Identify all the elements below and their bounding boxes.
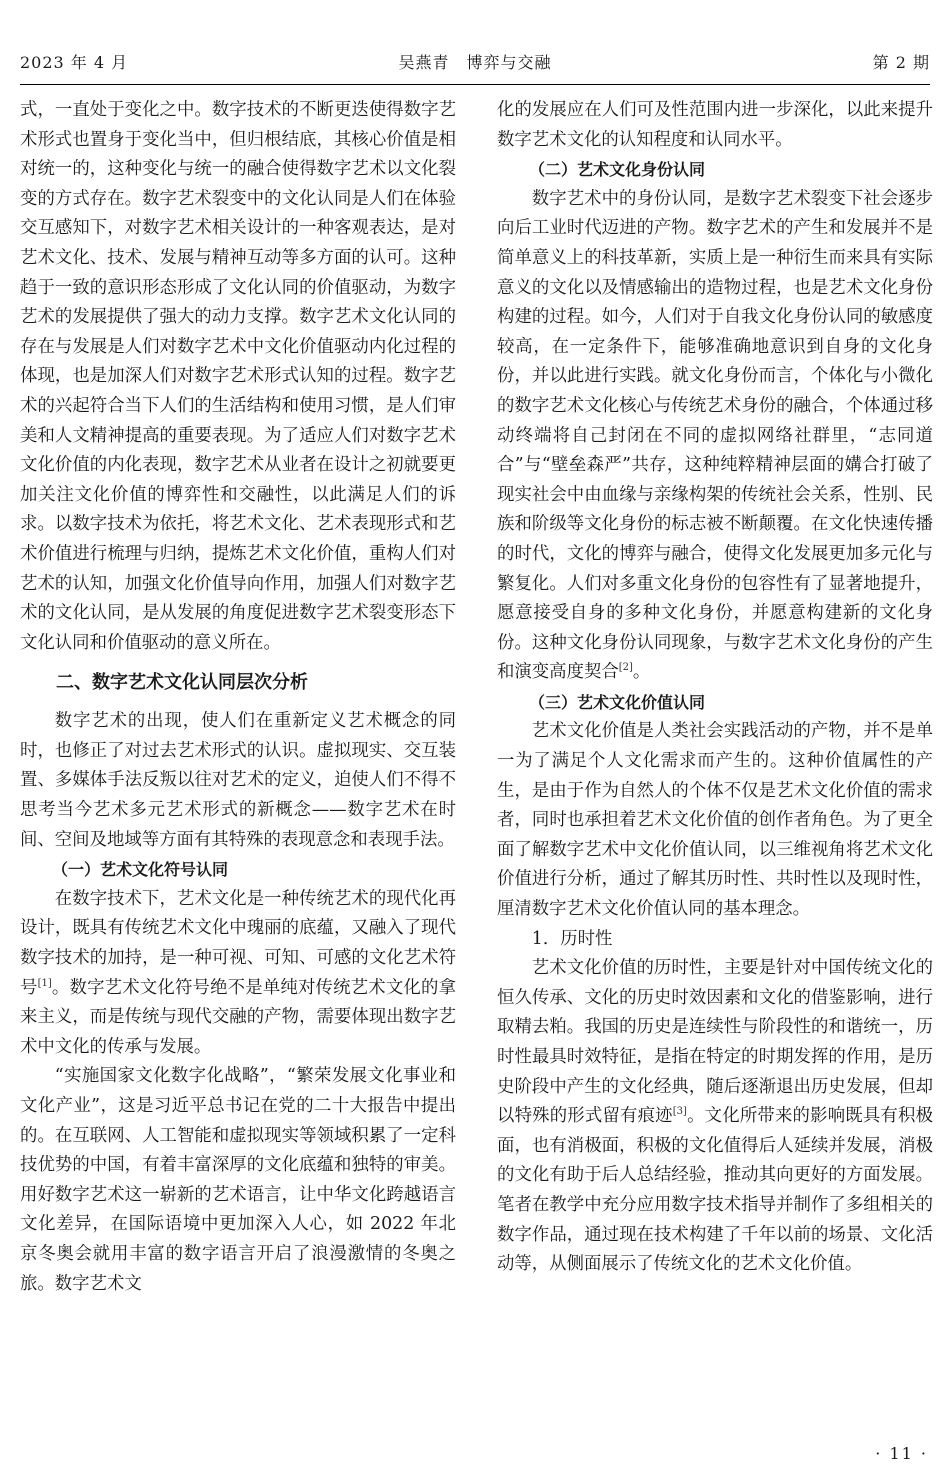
running-header: [20, 44, 930, 85]
header-date: 2023 年 4 月: [20, 53, 129, 72]
citation-ref[interactable]: [3]: [672, 1106, 687, 1118]
paragraph: 在数字技术下，艺术文化是一种传统艺术的现代化再设计，既具有传统艺术文化中瑰丽的底蕴，又融入了现代数字技术的加持，是一种可视、可知、可感的文化艺术符号[1]。数字艺术文化符号绝不是单纯对传统艺术文化的拿来主义，而是传统与现代交融的产物，需要体现出数字艺术中文化的传承与发展。: [20, 888, 456, 1057]
left-column: [20, 96, 456, 1299]
citation-ref[interactable]: [1]: [37, 977, 52, 989]
header-title: 吴燕青 博弈与交融: [398, 53, 552, 72]
page-number: · 11 ·: [875, 1444, 928, 1463]
citation-ref[interactable]: [2]: [618, 662, 633, 674]
list-item-heading: 1．历时性: [531, 928, 613, 949]
subsection-heading: （一）艺术文化符号认同: [52, 860, 229, 880]
subsection-heading: （三）艺术文化价值认同: [529, 692, 706, 712]
right-column: [497, 96, 933, 1280]
paragraph: 化的发展应在人们可及性范围内进一步深化，以此来提升数字艺术文化的认知程度和认同水平。: [497, 100, 933, 150]
section-heading: 二、数字艺术文化认同层次分析: [56, 672, 308, 694]
paragraph: 数字艺术中的身份认同，是数字艺术裂变下社会逐步向后工业时代迈进的产物。数字艺术的产生和发展并不是简单意义上的科技革新，实质上是一种衍生而来具有实际意义的文化以及情感输出的造物过程，也是艺术文化身份构建的过程。如今，人们对于自我文化身份认同的敏感度较高，在一定条件下，能够准确地意识到自身的文化身份，并以此进行实践。就文化身份而言，个体化与小微化的数字艺术文化核心与传统艺术身份的融合，个体通过移动终端将自己封闭在不同的虚拟网络社群里，“志同道合”与“壁垒森严”共存，这种纯粹精神层面的媾合打破了现实社会中由血缘与亲缘构架的传统社会关系，性别、民族和阶级等文化身份的标志被不断颠覆。在文化快速传播的时代，文化的博弈与融合，使得文化发展更加多元化与繁复化。人们对多重文化身份的包容性有了显著地提升，愿意接受自身的多种文化身份，并愿意构建新的文化身份。这种文化身份认同现象，与数字艺术文化身份的产生和演变高度契合[2]。: [497, 188, 933, 683]
paragraph: 艺术文化价值是人类社会实践活动的产物，并不是单一为了满足个人文化需求而产生的。这种价值属性的产生，是由于作为自然人的个体不仅是艺术文化价值的需求者，同时也承担着艺术文化价值的创作者角色。为了更全面了解数字艺术中文化价值认同，以三维视角将艺术文化价值进行分析，通过了解其历时性、共时性以及现时性，厘清数字艺术文化价值认同的基本理念。: [497, 721, 933, 920]
subsection-heading: （二）艺术文化身份认同: [529, 160, 706, 180]
paragraph: 艺术文化价值的历时性，主要是针对中国传统文化的恒久传承、文化的历史时效因素和文化的借鉴影响，进行取精去粕。我国的历史是连续性与阶段性的和谐统一，历时性最具时效特征，是指在特定的时期发挥的作用，是历史阶段中产生的文化经典，随后逐渐退出历史发展，但却以特殊的形式留有痕迹[3]。文化所带来的影响既具有积极面，也有消极面，积极的文化值得后人延续并发展，消极的文化有助于后人总结经验，推动其向更好的方面发展。笔者在教学中充分应用数字技术指导并制作了多组相关的数字作品，通过现在技术构建了千年以前的场景、文化活动等，从侧面展示了传统文化的艺术文化价值。: [497, 958, 933, 1275]
header-issue: 第 2 期: [872, 53, 930, 72]
paragraph: “实施国家文化数字化战略”，“繁荣发展文化事业和文化产业”，这是习近平总书记在党的二十大报告中提出的。在互联网、人工智能和虚拟现实等领域积累了一定科技优势的中国，有着丰富深厚的文化底蕴和独特的审美。用好数字艺术这一崭新的艺术语言，让中华文化跨越语言文化差异，在国际语境中更加深入人心，如 2022 年北京冬奥会就用丰富的数字语言开启了浪漫激情的冬奥之旅。数字艺术文: [20, 1066, 456, 1294]
paragraph: 数字艺术的出现，使人们在重新定义艺术概念的同时，也修正了对过去艺术形式的认识。虚拟现实、交互装置、多媒体手法反叛以往对艺术的定义，迫使人们不得不思考当今艺术多元艺术形式的新概念——数字艺术在时间、空间及地域等方面有其特殊的表现意念和表现手法。: [20, 711, 456, 850]
paragraph: 式，一直处于变化之中。数字技术的不断更迭使得数字艺术形式也置身于变化当中，但归根结底，其核心价值是相对统一的，这种变化与统一的融合使得数字艺术以文化裂变的方式存在。数字艺术裂变中的文化认同是人们在体验交互感知下，对数字艺术相关设计的一种客观表达，是对艺术文化、技术、发展与精神互动等多方面的认可。这种趋于一致的意识形态形成了文化认同的价值驱动，为数字艺术的发展提供了强大的动力支撑。数字艺术文化认同的存在与发展是人们对数字艺术中文化价值驱动内化过程的体现，也是加深人们对数字艺术形式认知的过程。数字艺术的兴起符合当下人们的生活结构和使用习惯，是人们审美和人文精神提高的重要表现。为了适应人们对数字艺术文化价值的内化表现，数字艺术从业者在设计之初就要更加关注文化价值的博弈性和交融性，以此满足人们的诉求。以数字技术为依托，将艺术文化、艺术表现形式和艺术价值进行梳理与归纳，提炼艺术文化价值，重构人们对艺术的认知，加强文化价值导向作用，加强人们对数字艺术的文化认同，是从发展的角度促进数字艺术裂变形态下文化认同和价值驱动的意义所在。: [20, 100, 456, 653]
